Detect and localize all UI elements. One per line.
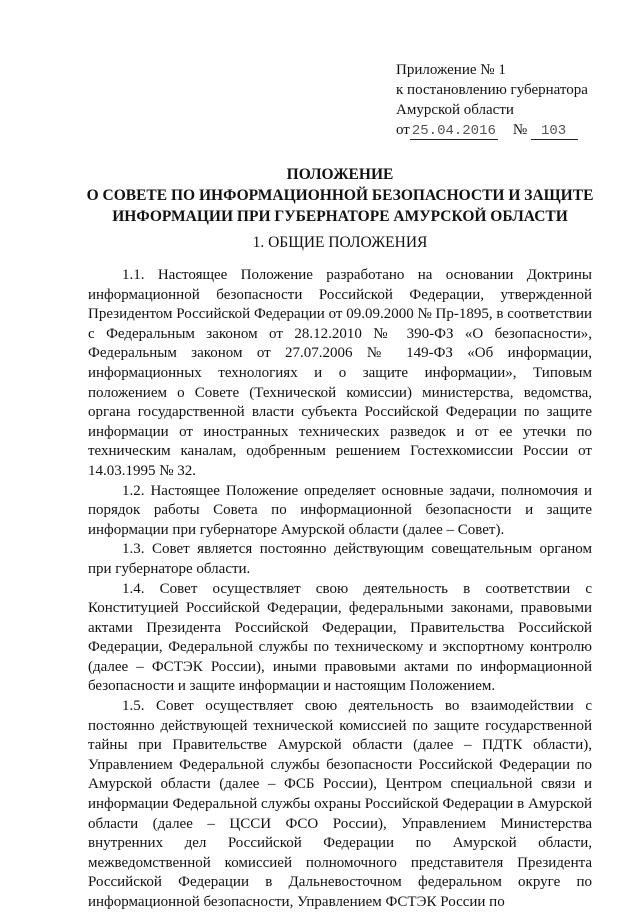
document-title xyxy=(80,164,600,227)
annex-date-line xyxy=(396,120,588,141)
title-line-1: ПОЛОЖЕНИЕ xyxy=(286,166,394,183)
annex-line-2: к постановлению губернатора xyxy=(396,82,588,98)
paragraph-1-5: 1.5. Совет осуществляет свою деятельность во взаимодействии с постоянно действующей технической комиссией по защите государственной тайны при Правительстве Амурской области (далее – ПДТК области), Управлением Федеральной службы безопасности Российской Федерации по Амурской области (далее – ФСБ России), Центром специальной связи и информации Федеральной службы охраны Российской Федерации в Амурской области (далее – ЦССИ ФСО России), Управлением Министерства внутренних дел Российской Федерации по Амурской области, межведомственной комиссией полномочного представителя Президента Российской Федерации в Дальневосточном федеральном округе по информационной безопасности, Управлением ФСТЭК России по xyxy=(88,698,592,910)
paragraph-1-4: 1.4. Совет осуществляет свою деятельность в соответствии с Конституцией Российской Федерации, федеральными законами, правовыми актами Президента Российской Федерации, Правительства Российской Федерации, Федеральной службы по техническому и экспортному контролю (далее – ФСТЭК России), иными правовыми актами по информационной безопасности и защите информации и настоящим Положением. xyxy=(88,580,592,695)
document-body xyxy=(88,266,592,913)
number-prefix: № xyxy=(512,122,528,138)
annex-line-1: Приложение № 1 xyxy=(396,62,506,78)
decree-date: 25.04.2016 xyxy=(411,123,496,139)
decree-number: 103 xyxy=(531,123,578,140)
annex-block xyxy=(396,60,588,141)
paragraph-1-2: 1.2. Настоящее Положение определяет основные задачи, полномочия и порядок работы Совета по информационной безопасности и защите информации при губернаторе Амурской области (далее – Совет). xyxy=(88,482,592,538)
paragraph-1-1: 1.1. Настоящее Положение разработано на основании Доктрины информационной безопасности Российской Федерации, утвержденной Президентом Российской Федерации от 09.09.2000 № Пр-1895, в соответствии с Федеральным законом от 28.12.2010 № 390-ФЗ «О безопасности», Федеральным законом от 27.07.2006 № 149-ФЗ «Об информации, информационных технологиях и о защите информации», Типовым положением о Совете (Технической комиссии) министерства, ведомства, органа государственной власти субъекта Российской Федерации по защите информации от иностранных технических разведок и от ее утечки по техническим каналам, одобренным решением Гостехкомиссии России от 14.03.1995 № 32. xyxy=(88,267,592,479)
paragraph-1-3: 1.3. Совет является постоянно действующим совещательным органом при губернаторе области. xyxy=(88,541,592,577)
section-heading: 1. ОБЩИЕ ПОЛОЖЕНИЯ xyxy=(252,234,428,251)
title-line-3: ИНФОРМАЦИИ ПРИ ГУБЕРНАТОРЕ АМУРСКОЙ ОБЛАСТИ xyxy=(112,208,568,225)
title-line-2: О СОВЕТЕ ПО ИНФОРМАЦИОННОЙ БЕЗОПАСНОСТИ И ЗАЩИТЕ xyxy=(86,187,594,204)
date-prefix: от xyxy=(396,122,410,138)
annex-line-3: Амурской области xyxy=(396,102,514,118)
